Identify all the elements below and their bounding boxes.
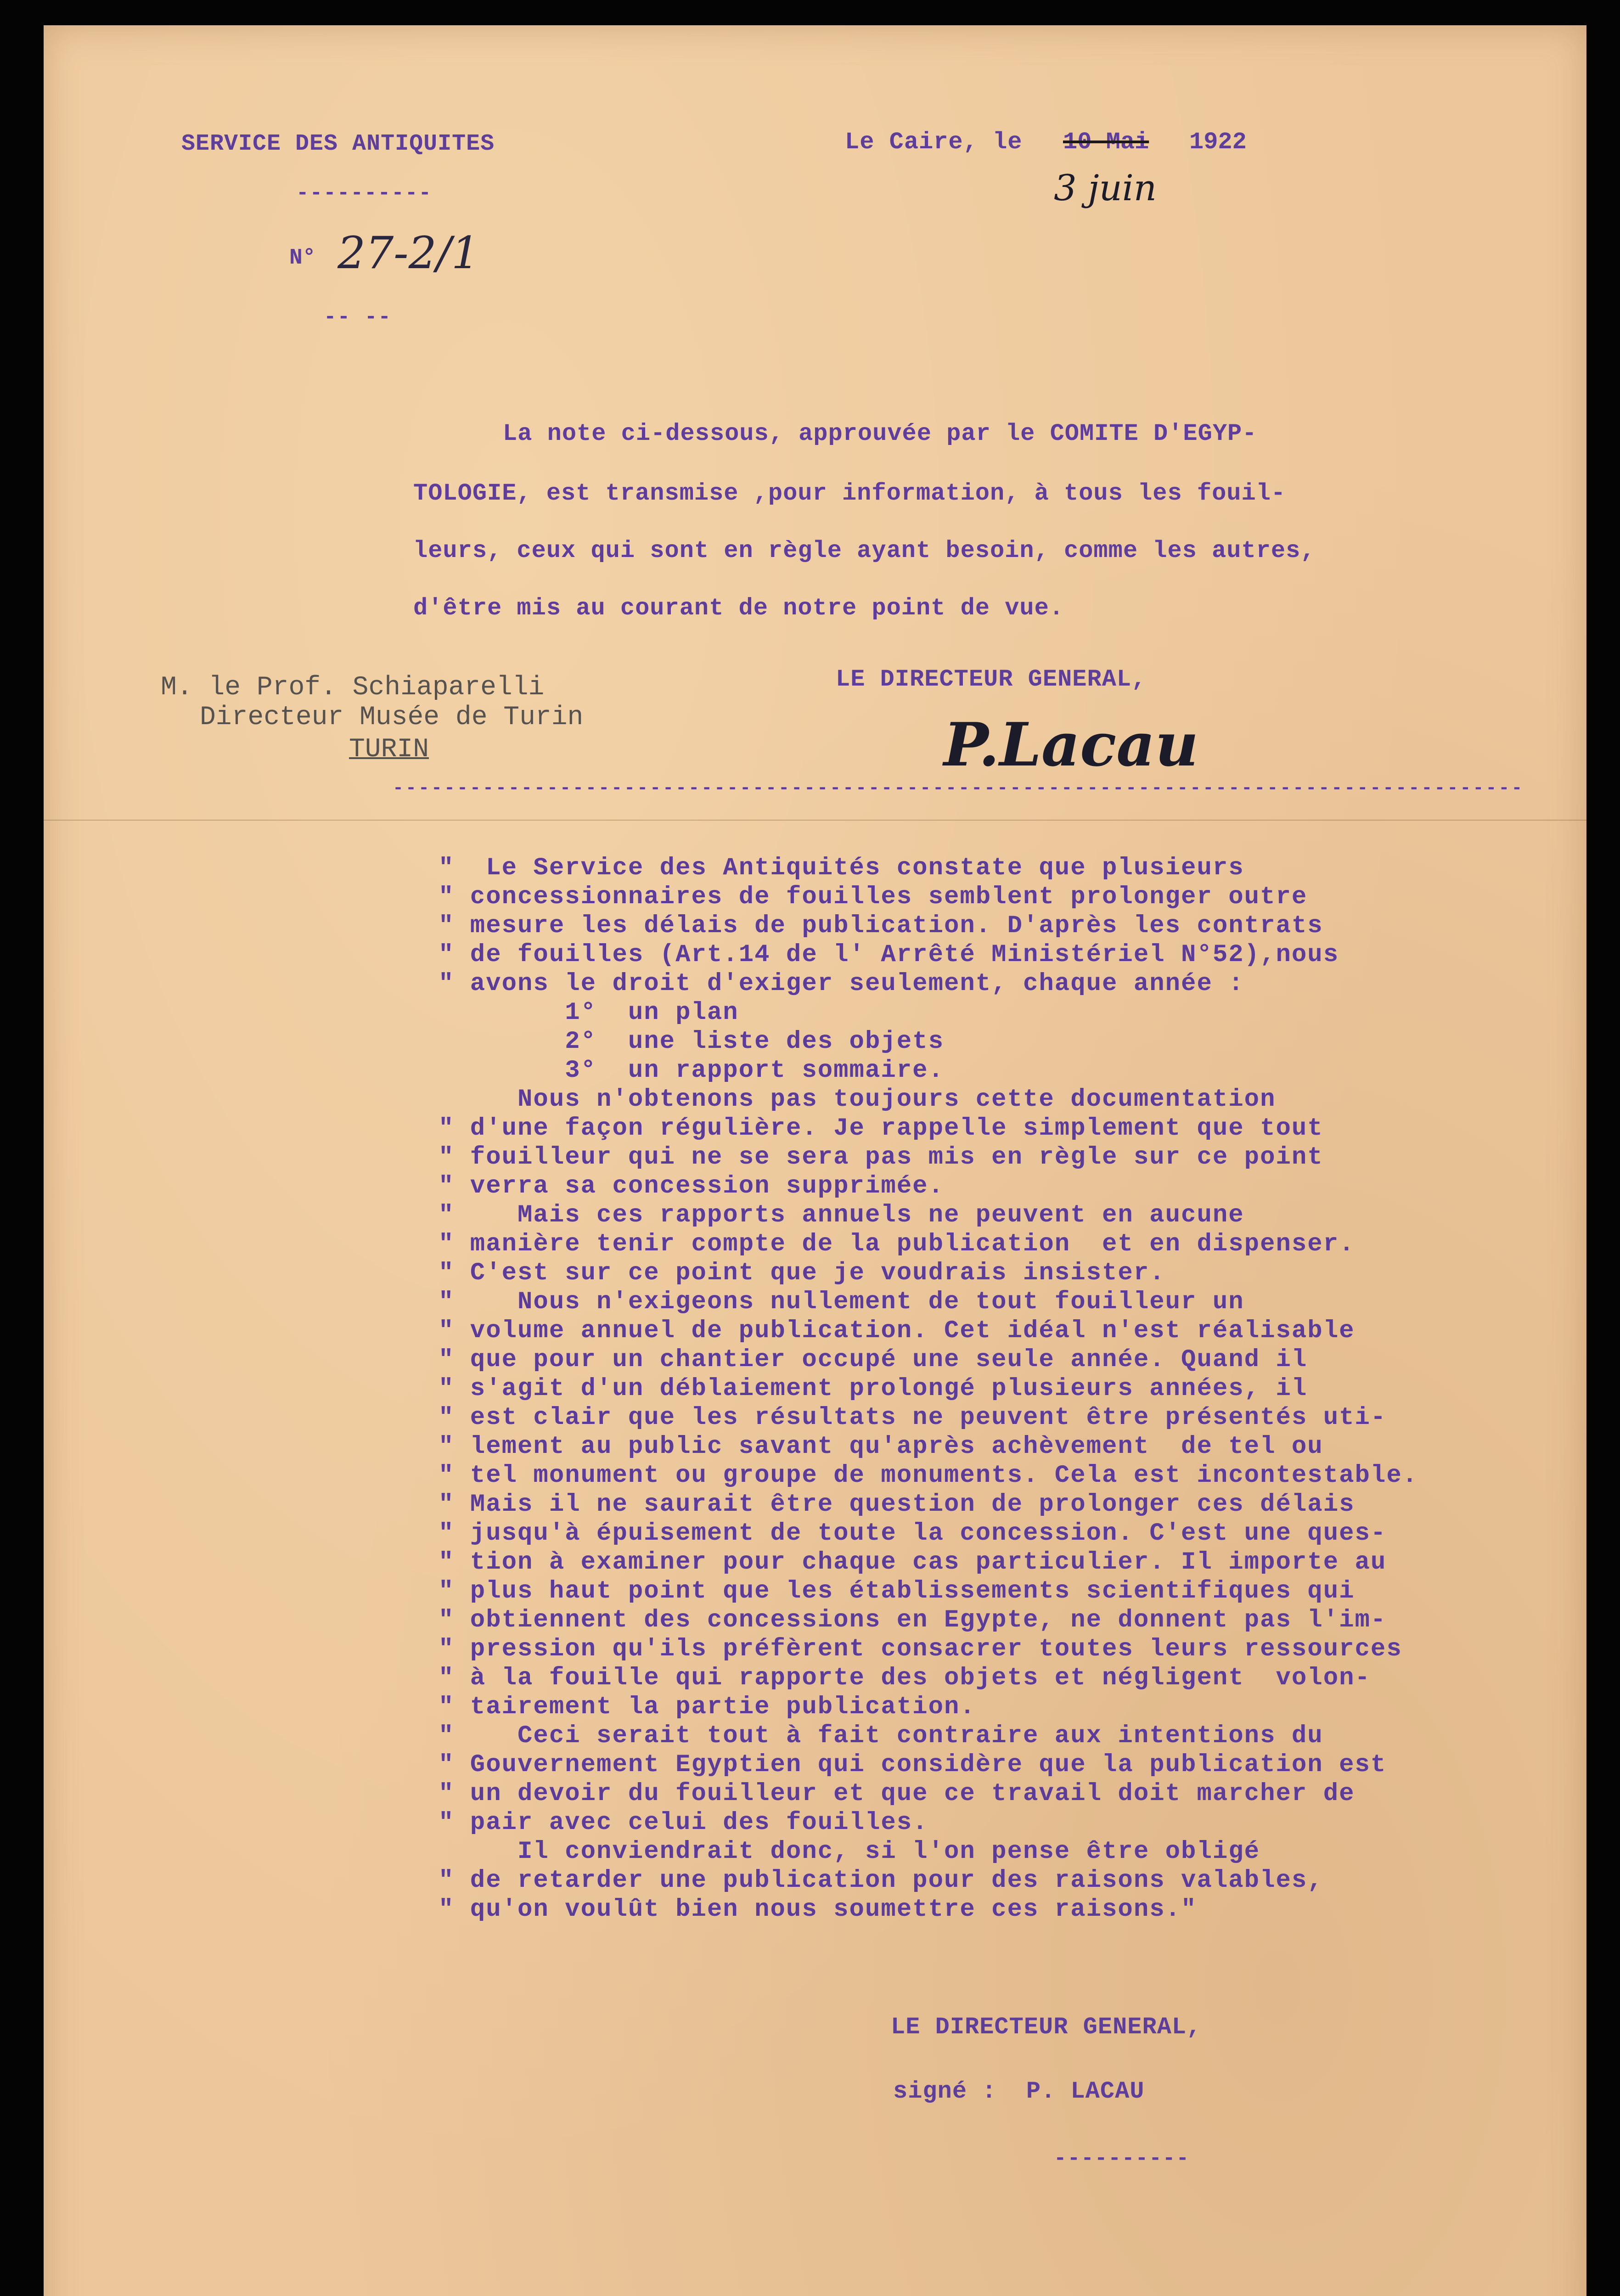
body-line: " manière tenir compte de la publication et en dispenser.	[439, 1230, 1355, 1258]
body-line: " pair avec celui des fouilles.	[439, 1809, 928, 1837]
body-line: " un devoir du fouilleur et que ce travail doit marcher de	[439, 1780, 1355, 1808]
body-line: " obtiennent des concessions en Egypte, ne donnent pas l'im-	[439, 1606, 1387, 1634]
body-line: " concessionnaires de fouilles semblent prolonger outre	[439, 883, 1308, 911]
body-line: " avons le droit d'exiger seulement, chaque année :	[439, 970, 1244, 998]
place-date: Le Caire, le	[845, 129, 1023, 156]
body-line: " verra sa concession supprimée.	[439, 1172, 944, 1200]
body-line: " Mais il ne saurait être question de prolonger ces délais	[439, 1491, 1355, 1519]
body-line: " tairement la partie publication.	[439, 1693, 976, 1721]
intro-line-3: leurs, ceux qui sont en règle ayant besoin, comme les autres,	[413, 537, 1316, 564]
body-line: " Gouvernement Egyptien qui considère que la publication est	[439, 1751, 1387, 1779]
body-line: " s'agit d'un déblaiement prolongé plusieurs années, il	[439, 1375, 1308, 1403]
body-line: " à la fouille qui rapporte des objets et négligent volon-	[439, 1664, 1371, 1692]
body-line: " mesure les délais de publication. D'après les contrats	[439, 912, 1323, 940]
body-line: " Le Service des Antiquités constate que plusieurs	[439, 854, 1244, 882]
intro-line-1: La note ci-dessous, approuvée par le COMITE D'EGYP-	[503, 420, 1257, 447]
body-line: " fouilleur qui ne se sera pas mis en règle sur ce point	[439, 1143, 1323, 1171]
body-line: 2° une liste des objets	[439, 1028, 944, 1056]
director-signature: P.Lacau	[944, 709, 1199, 780]
closing-title: LE DIRECTEUR GENERAL,	[891, 2014, 1202, 2041]
body-line: 3° un rapport sommaire.	[439, 1057, 944, 1085]
body-line: " jusqu'à épuisement de toute la concession. C'est une ques-	[439, 1519, 1387, 1548]
recipient-name: M. le Prof. Schiaparelli	[161, 673, 545, 703]
handwritten-reference: 27-2/1	[338, 227, 480, 279]
paper-fold	[44, 820, 1586, 821]
intro-line-4: d'être mis au courant de notre point de vue.	[413, 595, 1064, 622]
body-line: " plus haut point que les établissements scientifiques qui	[439, 1577, 1355, 1605]
body-line: " d'une façon régulière. Je rappelle simplement que tout	[439, 1114, 1323, 1142]
body-line: " pression qu'ils préfèrent consacrer toutes leurs ressources	[439, 1635, 1402, 1663]
closing-signed: signé : P. LACAU	[893, 2078, 1145, 2105]
recipient-title: Directeur Musée de Turin	[200, 703, 584, 732]
body-line: " que pour un chantier occupé une seule année. Quand il	[439, 1346, 1308, 1374]
letter-page	[44, 25, 1586, 2296]
body-line: " Nous n'exigeons nullement de tout fouilleur un	[439, 1288, 1244, 1316]
reference-rule: -- --	[324, 305, 392, 329]
body-line: Il conviendrait donc, si l'on pense être obligé	[439, 1838, 1260, 1866]
body-line: Nous n'obtenons pas toujours cette documentation	[439, 1086, 1276, 1114]
body-line: " Mais ces rapports annuels ne peuvent en aucune	[439, 1201, 1244, 1229]
body-line: " tion à examiner pour chaque cas particulier. Il importe au	[439, 1548, 1387, 1576]
body-line: " volume annuel de publication. Cet idéal n'est réalisable	[439, 1317, 1355, 1345]
handwritten-date: 3 juin	[1054, 168, 1157, 209]
body-line: " de fouilles (Art.14 de l' Arrêté Ministériel N°52),nous	[439, 941, 1339, 969]
year: 1922	[1189, 129, 1247, 156]
body-line: 1° un plan	[439, 999, 739, 1027]
body-line: " qu'on voulût bien nous soumettre ces raisons."	[439, 1896, 1197, 1924]
struck-date: 10 Mai	[1063, 129, 1149, 156]
closing-rule: ----------	[1054, 2147, 1190, 2171]
body-line: " C'est sur ce point que je voudrais insister.	[439, 1259, 1165, 1287]
body-line: " tel monument ou groupe de monuments. Cela est incontestable.	[439, 1462, 1418, 1490]
header-rule: ----------	[296, 181, 433, 205]
section-separator: ----------------------------------------------------------------------------------------	[393, 778, 1524, 799]
body-line: " lement au public savant qu'après achèvement de tel ou	[439, 1433, 1323, 1461]
director-title: LE DIRECTEUR GENERAL,	[836, 666, 1147, 693]
recipient-city: TURIN	[349, 735, 429, 765]
body-line: " est clair que les résultats ne peuvent être présentés uti-	[439, 1404, 1387, 1432]
intro-line-2: TOLOGIE, est transmise ,pour information, à tous les fouil-	[413, 480, 1286, 507]
body-line: " Ceci serait tout à fait contraire aux intentions du	[439, 1722, 1323, 1750]
service-heading: SERVICE DES ANTIQUITES	[181, 131, 495, 157]
reference-prefix: N°	[289, 246, 316, 270]
body-line: " de retarder une publication pour des raisons valables,	[439, 1867, 1323, 1895]
